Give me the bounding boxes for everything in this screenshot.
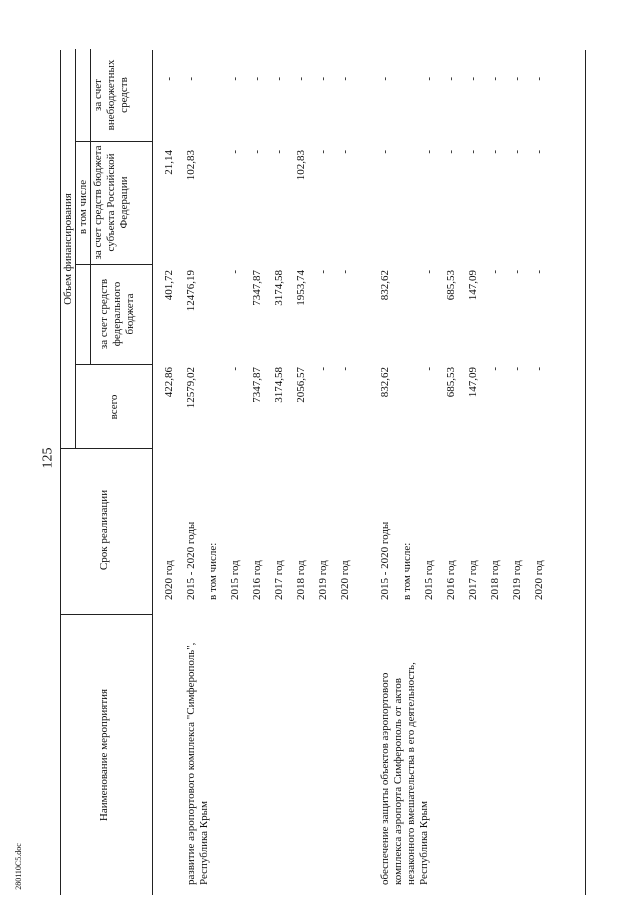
page-number: 125 — [40, 447, 56, 469]
row-regional: 102,83 — [185, 150, 197, 181]
row-term: 2019 год — [511, 560, 523, 600]
row-total: 12579,02 — [185, 367, 197, 409]
header-regional: за счет средств бюджета субъекта Российской Федерации — [92, 145, 130, 260]
row-offbudget: - — [339, 77, 351, 81]
header-offbudget: за счет внебюджетных средств — [92, 59, 130, 131]
row-regional: - — [511, 150, 523, 154]
row-federal: 832,62 — [379, 270, 391, 301]
row-term: 2016 год — [445, 560, 457, 600]
row-regional: - — [533, 150, 545, 154]
row-term: 2017 год — [467, 560, 479, 600]
table-bottom-rule — [585, 50, 586, 895]
row-regional: - — [229, 150, 241, 154]
row-offbudget: - — [423, 77, 435, 81]
row-total: - — [317, 367, 329, 371]
row-regional: - — [379, 150, 391, 154]
row-term: 2018 год — [489, 560, 501, 600]
row-term: 2020 год — [339, 560, 351, 600]
row-total: - — [533, 367, 545, 371]
row-offbudget: - — [533, 77, 545, 81]
row-regional: 21,14 — [163, 150, 175, 175]
row-federal: - — [423, 270, 435, 274]
row-total: 3174,58 — [273, 367, 285, 403]
row-total: 2056,57 — [295, 367, 307, 403]
row-offbudget: - — [163, 77, 175, 81]
row-total: - — [339, 367, 351, 371]
row-federal: - — [317, 270, 329, 274]
header-total: всего — [108, 394, 120, 420]
row-federal: 12476,19 — [185, 270, 197, 312]
row-total: - — [511, 367, 523, 371]
header-name: Наименование мероприятия — [98, 688, 110, 822]
row-term: в том числе: — [207, 542, 219, 600]
row-offbudget: - — [185, 77, 197, 81]
including-bottom-rule — [90, 49, 91, 365]
row-term: 2015 - 2020 годы — [185, 521, 197, 600]
header-term: Срок реализации — [98, 489, 110, 571]
row-total: 7347,87 — [251, 367, 263, 403]
row-offbudget: - — [317, 77, 329, 81]
row-regional: - — [339, 150, 351, 154]
row-term: в том числе: — [401, 542, 413, 600]
header-federal: за счет средств федерального бюджета — [98, 278, 136, 350]
row-term: 2016 год — [251, 560, 263, 600]
row-federal: 7347,87 — [251, 270, 263, 306]
row-federal: 685,53 — [445, 270, 457, 301]
row-total: 832,62 — [379, 367, 391, 398]
row-total: - — [489, 367, 501, 371]
row-offbudget: - — [273, 77, 285, 81]
row-term: 2020 год — [533, 560, 545, 600]
row-offbudget: - — [379, 77, 391, 81]
row-term: 2015 год — [229, 560, 241, 600]
row-offbudget: - — [229, 77, 241, 81]
row-regional: - — [251, 150, 263, 154]
row-federal: 401,72 — [163, 270, 175, 301]
row-regional: - — [445, 150, 457, 154]
row-offbudget: - — [251, 77, 263, 81]
row-federal: - — [533, 270, 545, 274]
row-regional: 102,83 — [295, 150, 307, 181]
row-federal: - — [489, 270, 501, 274]
row-federal: 147,09 — [467, 270, 479, 301]
header-volume: Объем финансирования — [62, 193, 74, 305]
volume-bottom-rule — [75, 49, 76, 449]
row-total: 685,53 — [445, 367, 457, 398]
row-offbudget: - — [489, 77, 501, 81]
row-term: 2019 год — [317, 560, 329, 600]
row-term: 2015 год — [423, 560, 435, 600]
row-federal: 1953,74 — [295, 270, 307, 306]
row-offbudget: - — [511, 77, 523, 81]
row-regional: - — [423, 150, 435, 154]
row-regional: - — [489, 150, 501, 154]
row-federal: - — [339, 270, 351, 274]
row-offbudget: - — [295, 77, 307, 81]
row-total: - — [423, 367, 435, 371]
row-regional: - — [467, 150, 479, 154]
header-including: в том числе — [77, 179, 89, 235]
measure-name: развитие аэропортового комплекса "Симферополь", Республика Крым — [185, 642, 210, 885]
row-federal: 3174,58 — [273, 270, 285, 306]
row-total: - — [229, 367, 241, 371]
row-regional: - — [273, 150, 285, 154]
row-regional: - — [317, 150, 329, 154]
row-total: 422,86 — [163, 367, 175, 398]
row-offbudget: - — [467, 77, 479, 81]
row-term: 2015 - 2020 годы — [379, 521, 391, 600]
row-total: 147,09 — [467, 367, 479, 398]
row-term: 2020 год — [163, 560, 175, 600]
row-federal: - — [511, 270, 523, 274]
document-code: 280110C5.doc — [13, 843, 23, 890]
col-divider-term — [60, 614, 153, 615]
row-term: 2018 год — [295, 560, 307, 600]
table-top-rule — [60, 50, 61, 895]
row-offbudget: - — [445, 77, 457, 81]
row-term: 2017 год — [273, 560, 285, 600]
measure-name: обеспечение защиты объектов аэропортового комплекса аэропорта Симферополь от актов незаконного вмешательства в его деятельность, Республика Крым — [379, 662, 430, 885]
header-bottom-rule — [152, 50, 153, 895]
row-federal: - — [229, 270, 241, 274]
